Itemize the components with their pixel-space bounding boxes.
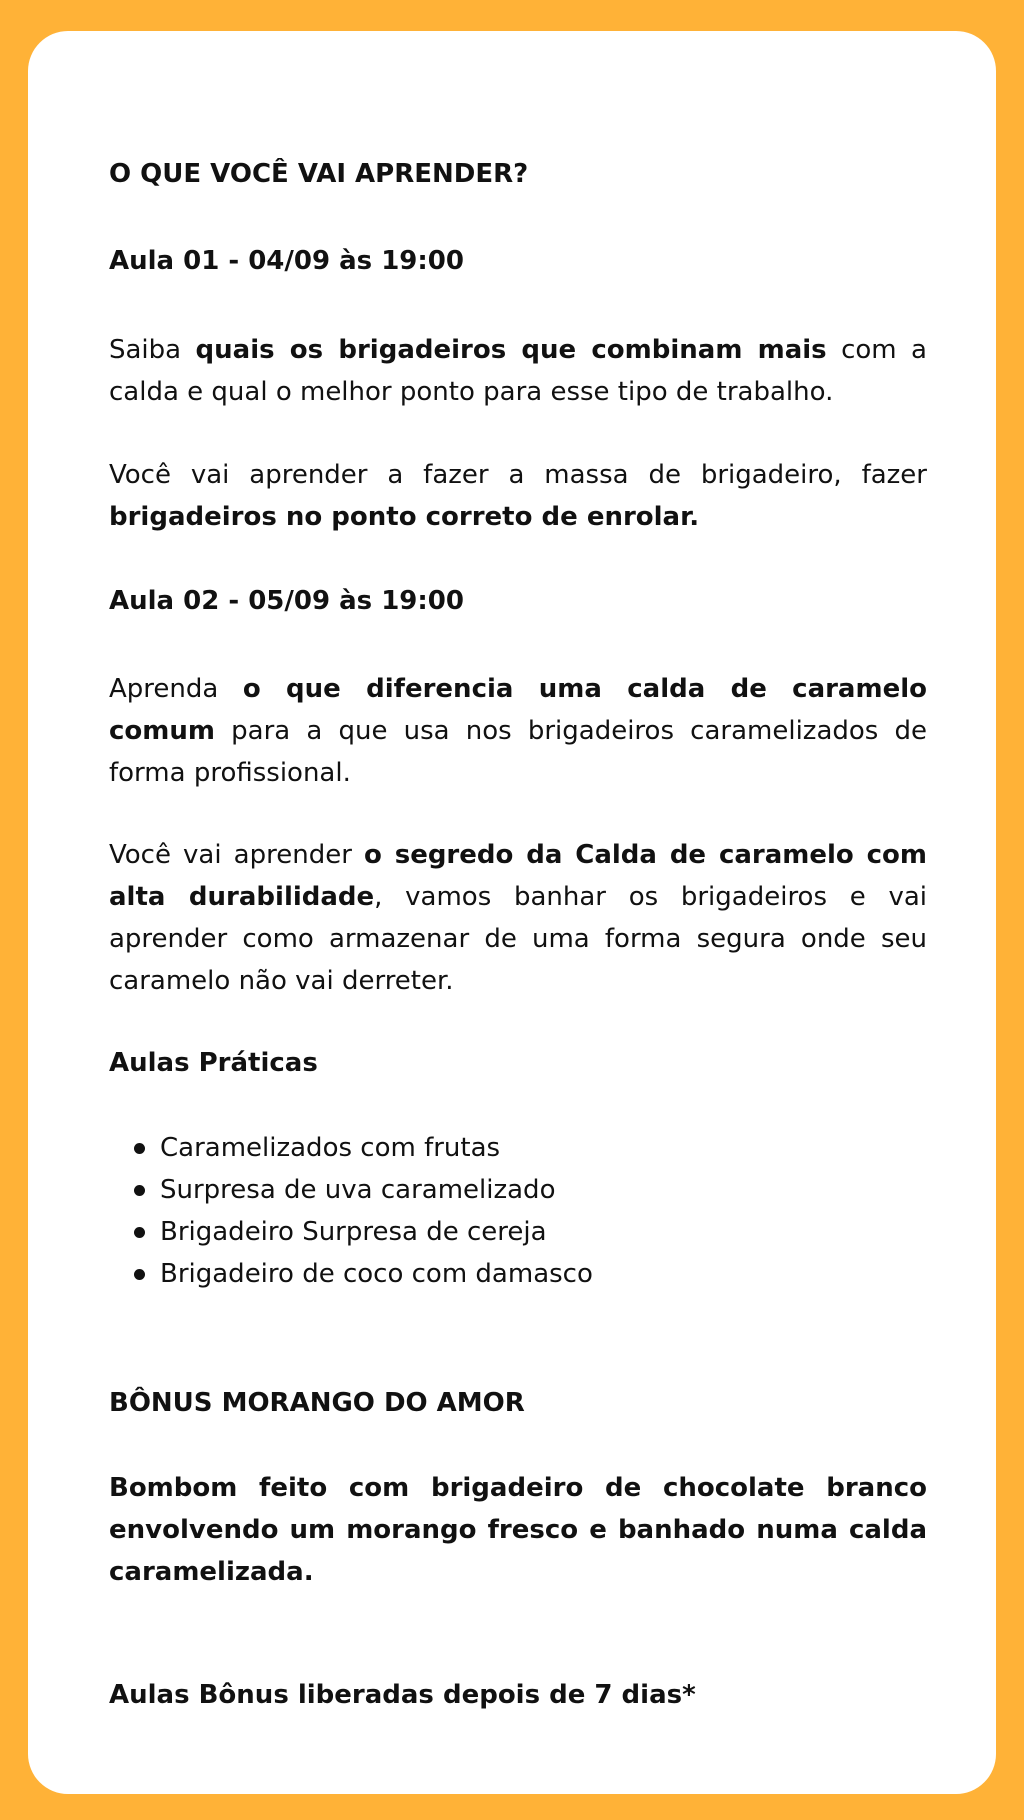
aula-01-p1-text: Saiba — [109, 335, 196, 365]
aula-01-paragraph-2 — [109, 454, 927, 538]
bullet-dot-icon — [134, 1143, 145, 1154]
aula-02-paragraph-1 — [109, 668, 927, 794]
aula-02-title: Aula 02 - 05/09 às 19:00 — [109, 586, 464, 616]
section-heading: O QUE VOCÊ VAI APRENDER? — [109, 159, 529, 189]
list-item — [109, 1127, 927, 1169]
bonus-release-note: Aulas Bônus liberadas depois de 7 dias* — [109, 1680, 696, 1710]
aula-02-p2-text-end: , vamos banhar os brigadeiros e vai aprender como armazenar de uma forma segura onde seu caramelo não vai derreter. — [109, 882, 927, 996]
list-item-label: Brigadeiro Surpresa de cereja — [160, 1217, 547, 1247]
aulas-praticas-list — [109, 1127, 927, 1295]
bonus-description: Bombom feito com brigadeiro de chocolate branco envolvendo um morango fresco e banhado numa calda caramelizada. — [109, 1473, 927, 1587]
list-item-label: Brigadeiro de coco com damasco — [160, 1259, 593, 1289]
list-item — [109, 1169, 927, 1211]
bullet-dot-icon — [134, 1269, 145, 1280]
content-card — [28, 31, 996, 1794]
bullet-dot-icon — [134, 1227, 145, 1238]
aula-02-p2-bold: o segredo da Calda de caramelo com alta durabilidade — [109, 840, 927, 912]
bullet-dot-icon — [134, 1185, 145, 1196]
list-item — [109, 1211, 927, 1253]
aula-02-paragraph-2 — [109, 834, 927, 1002]
aula-01-p2-text: Você vai aprender a fazer a massa de brigadeiro, fazer — [109, 460, 927, 490]
aula-01-p1-bold: quais os brigadeiros que combinam mais — [195, 335, 827, 365]
aula-02-p1-text: Aprenda — [109, 674, 243, 704]
aulas-praticas-title: Aulas Práticas — [109, 1048, 318, 1078]
list-item-label: Surpresa de uva caramelizado — [160, 1175, 556, 1205]
list-item — [109, 1253, 927, 1295]
aula-02-p1-bold: o que diferencia uma calda de caramelo comum — [109, 674, 927, 746]
aula-01-p2-bold: brigadeiros no ponto correto de enrolar. — [109, 502, 700, 532]
aula-01-paragraph-1 — [109, 329, 927, 413]
aula-01-title: Aula 01 - 04/09 às 19:00 — [109, 246, 464, 276]
list-item-label: Caramelizados com frutas — [160, 1133, 501, 1163]
aula-02-p2-text: Você vai aprender — [109, 840, 364, 870]
aula-01-p1-text-end: com a calda e qual o melhor ponto para esse tipo de trabalho. — [109, 335, 927, 407]
bonus-title: BÔNUS MORANGO DO AMOR — [109, 1388, 525, 1418]
aula-02-p1-text-end: para a que usa nos brigadeiros caramelizados de forma profissional. — [109, 716, 927, 788]
